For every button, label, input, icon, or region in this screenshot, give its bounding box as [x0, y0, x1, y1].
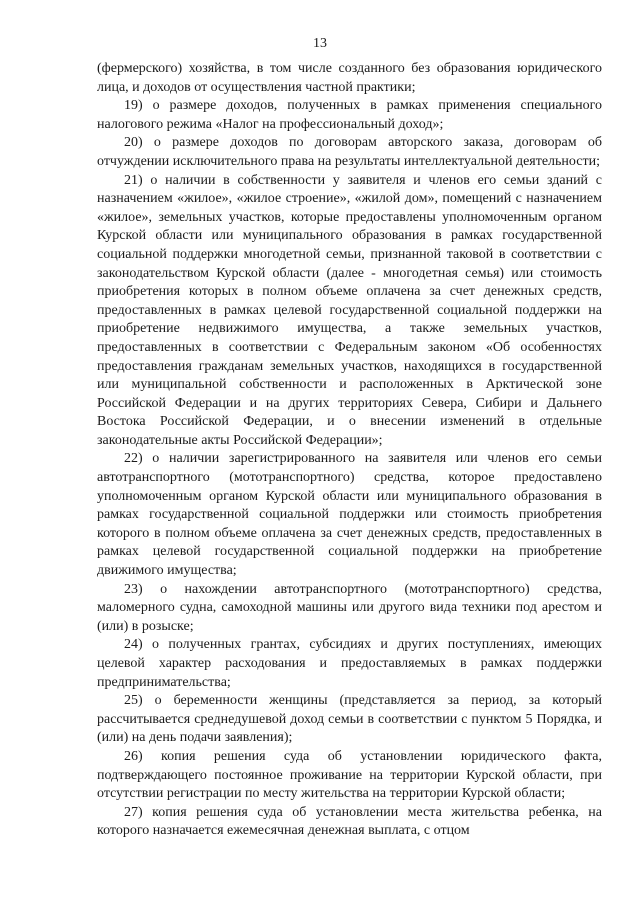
- paragraph: 22) о наличии зарегистрированного на заявителя или членов его семьи автотранспортного (мототранспортного) средства, которое предоставлено уполномоченным органом Курской области или муниципального образования в рамках государственной социальной поддержки или стоимость приобретения которого в полном объеме оплачена за счет денежных средств, предоставленных в рамках целевой государственной социальной поддержки на приобретение движимого имущества;: [97, 451, 602, 579]
- paragraph: 20) о размере доходов по договорам авторского заказа, договорам об отчуждении исключительного права на результаты интеллектуальной деятельности;: [97, 135, 602, 169]
- paragraph: 27) копия решения суда об установлении места жительства ребенка, на которого назначается ежемесячная денежная выплата, с отцом: [97, 804, 602, 839]
- paragraph: 23) о нахождении автотранспортного (мототранспортного) средства, маломерного судна, самоходной машины или другого вида техники под арестом и (или) в розыске;: [97, 581, 602, 634]
- page-number: 13: [313, 36, 327, 51]
- document-body: [97, 60, 602, 841]
- paragraph: (фермерского) хозяйства, в том числе созданного без образования юридического лица, и доходов от осуществления частной практики;: [97, 61, 602, 95]
- paragraph: 26) копия решения суда об установлении юридического факта, подтверждающего постоянное проживание на территории Курской области, при отсутствии регистрации по месту жительства на территории Курской области;: [97, 748, 602, 802]
- paragraph: 21) о наличии в собственности у заявителя и членов его семьи зданий с назначением «жилое», «жилое строение», «жилой дом», помещений с назначением «жилое», земельных участков, которые предоставлены уполномоченным органом Курской области или муниципального образования в рамках государственной социальной поддержки многодетной семьи, признанной таковой в соответствии с законодательством Курской области (далее - многодетная семья) или стоимость приобретения которых в полном объеме оплачена за счет денежных средств, предоставленных в рамках целевой государственной социальной поддержки на приобретение недвижимого имущества, а также земельных участков, предоставленных в соответствии с Федеральным законом «Об особенностях предоставления гражданам земельных участков, находящихся в государственной или муниципальной собственности и расположенных в Арктической зоне Российской Федерации и на других территориях Севера, Сибири и Дальнего Востока Российской Федерации, и о внесении изменений в отдельные законодательные акты Российской Федерации»;: [97, 172, 602, 448]
- paragraph: 19) о размере доходов, полученных в рамках применения специального налогового режима «Налог на профессиональный доход»;: [97, 98, 602, 132]
- paragraph: 24) о полученных грантах, субсидиях и других поступлениях, имеющих целевой характер расходования и предоставляемых в рамках поддержки предпринимательства;: [97, 637, 602, 690]
- paragraph: 25) о беременности женщины (представляется за период, за который рассчитывается среднедушевой доход семьи в соответствии с пунктом 5 Порядка, и (или) на день подачи заявления);: [97, 693, 602, 746]
